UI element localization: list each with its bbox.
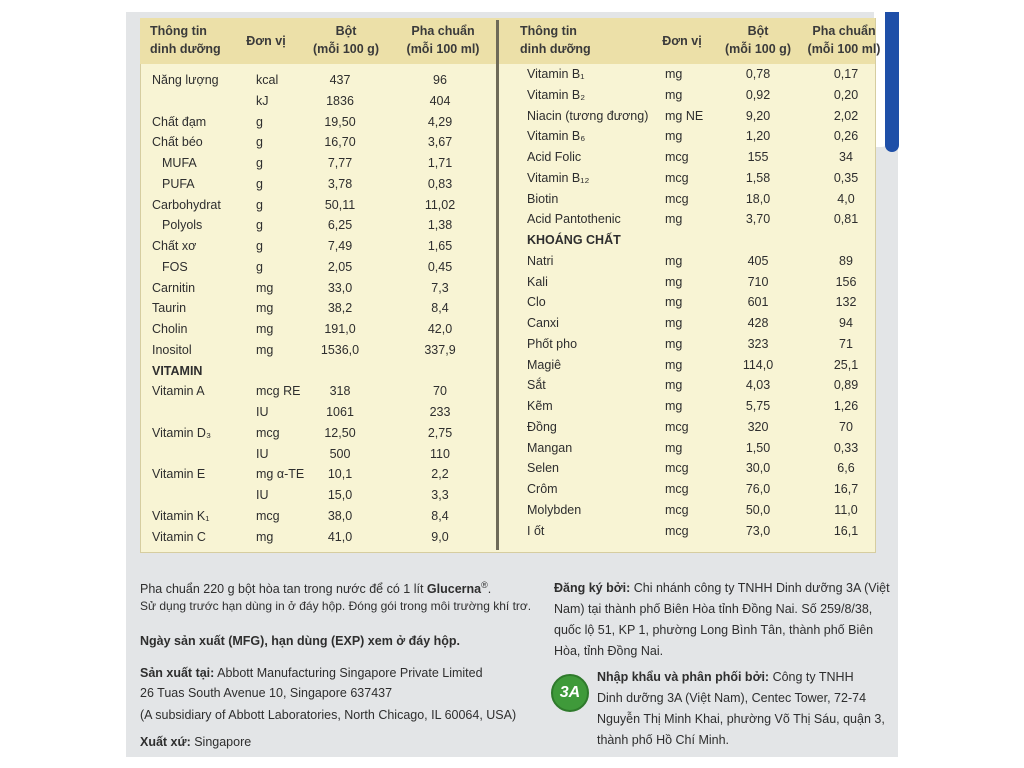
left-row-11-std: 8,4 bbox=[431, 301, 449, 316]
right-row-3-powder: 1,20 bbox=[745, 129, 771, 144]
blue-packaging-stripe bbox=[885, 12, 899, 152]
left-row-4-unit: g bbox=[256, 156, 263, 170]
left-row-3-std: 3,67 bbox=[427, 135, 453, 150]
left-row-5-powder: 3,78 bbox=[327, 176, 353, 191]
left-row-17-unit: mcg bbox=[256, 425, 280, 440]
right-row-10-name: Kali bbox=[527, 274, 548, 289]
left-row-19-std: 2,2 bbox=[431, 467, 449, 482]
left-row-20-std: 3,3 bbox=[431, 488, 449, 502]
left-row-13-std: 337,9 bbox=[424, 342, 456, 357]
left-row-0-name: Năng lượng bbox=[152, 73, 219, 87]
left-row-19-unit: mg α-TE bbox=[256, 467, 305, 482]
right-row-19-name: Selen bbox=[527, 461, 559, 476]
right-row-9-unit: mg bbox=[665, 253, 683, 268]
right-row-11-powder: 601 bbox=[747, 295, 769, 310]
left-row-0-std: 96 bbox=[433, 73, 447, 87]
left-row-15-std: 70 bbox=[433, 384, 447, 399]
right-row-14-std: 25,1 bbox=[833, 357, 859, 372]
left-row-16-std: 233 bbox=[429, 405, 451, 419]
right-row-4-powder: 155 bbox=[747, 150, 769, 164]
right-row-6-powder: 18,0 bbox=[745, 191, 771, 206]
right-row-6-name: Biotin bbox=[527, 191, 559, 206]
header-right-c1: Thông tin dinh dưỡng bbox=[520, 24, 591, 56]
right-row-1-powder: 0,92 bbox=[745, 87, 771, 102]
right-row-4-name: Acid Folic bbox=[527, 150, 582, 164]
left-row-5-std: 0,83 bbox=[427, 176, 453, 191]
header-right-c3: Bột (mỗi 100 g) bbox=[725, 24, 791, 56]
right-row-15-std: 0,89 bbox=[833, 378, 859, 393]
right-row-20-powder: 76,0 bbox=[745, 482, 771, 496]
right-row-6-std: 4,0 bbox=[837, 191, 855, 206]
right-row-16-name: Kẽm bbox=[527, 399, 553, 413]
right-row-0-powder: 0,78 bbox=[745, 67, 771, 81]
importer-line4: thành phố Hồ Chí Minh. bbox=[597, 733, 730, 747]
left-row-10-name: Carnitin bbox=[152, 280, 196, 295]
prep-text: Pha chuẩn 220 g bột hòa tan trong nước để có 1 lít bbox=[140, 582, 427, 597]
right-row-11-std: 132 bbox=[835, 295, 857, 310]
left-row-1-unit: kJ bbox=[256, 93, 269, 108]
left-row-20-powder: 15,0 bbox=[327, 488, 353, 502]
right-row-21-powder: 50,0 bbox=[745, 502, 771, 517]
left-row-8-powder: 7,49 bbox=[327, 239, 353, 253]
right-row-16-std: 1,26 bbox=[833, 399, 859, 413]
left-row-13-name: Inositol bbox=[152, 342, 192, 357]
left-row-21-name: Vitamin K₁ bbox=[152, 508, 210, 523]
right-row-16-powder: 5,75 bbox=[745, 399, 771, 413]
left-row-4-std: 1,71 bbox=[427, 156, 453, 170]
left-row-22-powder: 41,0 bbox=[327, 529, 353, 544]
left-row-21-powder: 38,0 bbox=[327, 508, 353, 523]
left-row-3-powder: 16,70 bbox=[324, 135, 356, 150]
importer-label: Nhập khẩu và phân phối bởi: bbox=[597, 670, 770, 684]
right-row-10-powder: 710 bbox=[747, 274, 769, 289]
left-row-22-unit: mg bbox=[256, 529, 274, 544]
left-row-16-powder: 1061 bbox=[326, 405, 354, 419]
registered-by-label: Đăng ký bởi: bbox=[554, 581, 631, 595]
column-divider bbox=[496, 20, 499, 550]
right-row-12-std: 94 bbox=[839, 316, 853, 330]
right-row-6-unit: mcg bbox=[665, 191, 689, 206]
origin bbox=[140, 733, 251, 751]
left-row-10-std: 7,3 bbox=[431, 280, 449, 295]
left-row-14-name: VITAMIN bbox=[152, 363, 203, 378]
right-row-21-std: 11,0 bbox=[834, 502, 858, 517]
right-row-13-unit: mg bbox=[665, 336, 683, 351]
left-row-0-powder: 437 bbox=[329, 73, 351, 87]
right-row-7-unit: mg bbox=[665, 212, 683, 227]
right-row-1-name: Vitamin B₂ bbox=[527, 87, 586, 102]
right-row-21-name: Molybden bbox=[527, 502, 582, 517]
registered-mark: ® bbox=[481, 580, 488, 590]
right-row-0-std: 0,17 bbox=[833, 67, 859, 81]
left-row-7-std: 1,38 bbox=[427, 218, 453, 233]
origin-value: Singapore bbox=[190, 735, 252, 749]
registered-by bbox=[554, 579, 890, 597]
right-row-12-unit: mg bbox=[665, 316, 683, 330]
right-row-9-powder: 405 bbox=[747, 253, 769, 268]
right-row-13-name: Phốt pho bbox=[527, 336, 578, 351]
right-row-10-std: 156 bbox=[835, 274, 857, 289]
manufacturer-address: 26 Tuas South Avenue 10, Singapore 637437 bbox=[140, 686, 393, 700]
left-row-19-name: Vitamin E bbox=[152, 467, 206, 482]
left-row-12-powder: 191,0 bbox=[324, 322, 356, 336]
right-row-5-name: Vitamin B₁₂ bbox=[527, 170, 590, 185]
left-row-22-std: 9,0 bbox=[431, 529, 449, 544]
right-row-8-name: KHOÁNG CHẤT bbox=[527, 233, 621, 247]
left-row-3-name: Chất béo bbox=[152, 135, 203, 150]
right-row-2-name: Niacin (tương đương) bbox=[527, 108, 649, 123]
right-row-22-unit: mcg bbox=[665, 523, 689, 538]
left-row-12-name: Cholin bbox=[152, 322, 188, 336]
right-row-2-powder: 9,20 bbox=[745, 108, 771, 123]
right-row-14-powder: 114,0 bbox=[742, 357, 774, 372]
right-row-15-unit: mg bbox=[665, 378, 683, 393]
right-row-3-unit: mg bbox=[665, 129, 683, 144]
left-row-9-unit: g bbox=[256, 259, 263, 274]
header-right-c4: Pha chuẩn (mỗi 100 ml) bbox=[807, 24, 881, 56]
left-row-5-unit: g bbox=[256, 176, 263, 191]
right-row-17-name: Đồng bbox=[527, 419, 557, 434]
right-row-20-std: 16,7 bbox=[833, 482, 859, 496]
right-row-11-name: Clo bbox=[527, 295, 546, 310]
left-row-15-name: Vitamin A bbox=[152, 384, 205, 399]
right-row-15-powder: 4,03 bbox=[745, 378, 771, 393]
registered-by-line3: quốc lộ 51, KP 1, phường Long Bình Tân, thành phố Biên bbox=[554, 623, 874, 637]
right-row-19-powder: 30,0 bbox=[745, 461, 771, 476]
right-row-7-powder: 3,70 bbox=[745, 212, 771, 227]
brand-name: Glucerna bbox=[426, 582, 482, 597]
right-row-2-std: 2,02 bbox=[833, 108, 859, 123]
left-row-13-unit: mg bbox=[256, 342, 274, 357]
right-row-18-powder: 1,50 bbox=[745, 440, 771, 455]
right-row-22-std: 16,1 bbox=[833, 523, 859, 538]
left-row-2-powder: 19,50 bbox=[324, 114, 356, 129]
left-row-17-name: Vitamin D₃ bbox=[152, 425, 212, 440]
left-row-4-powder: 7,77 bbox=[327, 156, 353, 170]
header-left-c1: Thông tin dinh dưỡng bbox=[150, 24, 221, 56]
left-row-17-std: 2,75 bbox=[427, 425, 453, 440]
right-row-3-name: Vitamin B₆ bbox=[527, 129, 586, 144]
right-row-9-name: Natri bbox=[527, 253, 554, 268]
importer bbox=[597, 668, 854, 686]
right-row-12-name: Canxi bbox=[527, 316, 559, 330]
right-row-0-name: Vitamin B₁ bbox=[527, 67, 585, 81]
left-row-6-powder: 50,11 bbox=[324, 197, 356, 212]
right-row-19-unit: mcg bbox=[665, 461, 689, 476]
right-row-5-std: 0,35 bbox=[833, 170, 859, 185]
right-row-17-unit: mcg bbox=[665, 419, 689, 434]
importer-line3: Nguyễn Thị Minh Khai, phường Võ Thị Sáu, quận 3, bbox=[597, 712, 885, 726]
importer-line1: Công ty TNHH bbox=[769, 670, 854, 684]
left-row-8-unit: g bbox=[256, 239, 263, 253]
left-row-11-unit: mg bbox=[256, 301, 274, 316]
right-row-19-std: 6,6 bbox=[837, 461, 855, 476]
left-row-12-unit: mg bbox=[256, 322, 274, 336]
right-row-10-unit: mg bbox=[665, 274, 683, 289]
right-row-15-name: Sắt bbox=[527, 378, 546, 393]
left-row-19-powder: 10,1 bbox=[327, 467, 353, 482]
left-row-18-unit: IU bbox=[256, 446, 269, 461]
origin-label: Xuất xứ: bbox=[140, 735, 191, 749]
registered-by-line4: Hòa, tỉnh Đồng Nai. bbox=[554, 644, 664, 658]
usage-note: Sử dụng trước hạn dùng in ở đáy hộp. Đóng gói trong môi trường khí trơ. bbox=[140, 599, 532, 613]
left-row-13-powder: 1536,0 bbox=[320, 342, 360, 357]
left-row-9-name: FOS bbox=[162, 259, 188, 274]
3a-logo-icon: 3A bbox=[551, 674, 589, 712]
right-row-2-unit: mg NE bbox=[665, 108, 704, 123]
prep-instructions: Pha chuẩn 220 g bột hòa tan trong nước để có 1 lít Glucerna®. bbox=[140, 580, 492, 597]
right-row-7-std: 0,81 bbox=[833, 212, 859, 227]
manufacturer-label: Sản xuất tại: bbox=[140, 666, 215, 680]
right-row-4-std: 34 bbox=[839, 150, 853, 164]
left-row-7-name: Polyols bbox=[162, 218, 203, 233]
header-left-c2: Đơn vị bbox=[246, 34, 286, 48]
right-row-16-unit: mg bbox=[665, 399, 683, 413]
right-row-13-std: 71 bbox=[839, 336, 853, 351]
left-row-22-name: Vitamin C bbox=[152, 529, 206, 544]
right-row-20-unit: mcg bbox=[665, 482, 689, 496]
left-row-7-unit: g bbox=[256, 218, 263, 233]
left-row-2-std: 4,29 bbox=[427, 114, 453, 129]
left-row-18-std: 110 bbox=[430, 446, 450, 461]
right-row-0-unit: mg bbox=[665, 67, 683, 81]
left-row-9-powder: 2,05 bbox=[327, 259, 353, 274]
registered-by-line2: Nam) tại thành phố Biên Hòa tỉnh Đồng Nai. Số 259/8/38, bbox=[554, 602, 873, 616]
dates-note: Ngày sản xuất (MFG), hạn dùng (EXP) xem ở đáy hộp. bbox=[140, 634, 461, 648]
left-row-20-unit: IU bbox=[256, 488, 269, 502]
left-row-7-powder: 6,25 bbox=[327, 218, 353, 233]
left-row-0-unit: kcal bbox=[256, 73, 279, 87]
manufacturer-value: Abbott Manufacturing Singapore Private Limited bbox=[214, 666, 483, 680]
right-row-11-unit: mg bbox=[665, 295, 683, 310]
left-row-15-unit: mcg RE bbox=[256, 384, 301, 399]
left-row-9-std: 0,45 bbox=[427, 259, 453, 274]
manufacturer bbox=[140, 664, 483, 682]
left-row-6-name: Carbohydrat bbox=[152, 197, 221, 212]
right-row-5-powder: 1,58 bbox=[745, 170, 771, 185]
left-row-10-unit: mg bbox=[256, 280, 274, 295]
left-row-6-unit: g bbox=[256, 197, 263, 212]
importer-line2: Dinh dưỡng 3A (Việt Nam), Centec Tower, 72-74 bbox=[597, 691, 867, 705]
registered-by-line1: Chi nhánh công ty TNHH Dinh dưỡng 3A (Việt bbox=[630, 581, 890, 595]
left-row-17-powder: 12,50 bbox=[324, 425, 356, 440]
right-row-12-powder: 428 bbox=[747, 316, 769, 330]
left-row-8-std: 1,65 bbox=[427, 239, 453, 253]
left-row-5-name: PUFA bbox=[162, 176, 195, 191]
left-row-2-unit: g bbox=[256, 114, 263, 129]
right-row-18-unit: mg bbox=[665, 440, 683, 455]
right-row-14-name: Magiê bbox=[527, 357, 562, 372]
right-row-1-std: 0,20 bbox=[833, 87, 859, 102]
left-row-11-name: Taurin bbox=[152, 301, 187, 316]
left-row-12-std: 42,0 bbox=[427, 322, 453, 336]
header-right-c2: Đơn vị bbox=[662, 34, 702, 48]
left-row-10-powder: 33,0 bbox=[327, 280, 353, 295]
right-row-7-name: Acid Pantothenic bbox=[527, 212, 621, 227]
left-row-3-unit: g bbox=[256, 135, 263, 150]
left-row-1-std: 404 bbox=[429, 93, 451, 108]
left-row-21-std: 8,4 bbox=[431, 508, 449, 523]
right-row-21-unit: mcg bbox=[665, 502, 689, 517]
left-row-21-unit: mcg bbox=[256, 508, 280, 523]
header-left-c4: Pha chuẩn (mỗi 100 ml) bbox=[406, 24, 480, 56]
left-row-16-unit: IU bbox=[256, 405, 269, 419]
right-row-22-powder: 73,0 bbox=[745, 523, 771, 538]
right-row-9-std: 89 bbox=[839, 253, 853, 268]
left-row-18-powder: 500 bbox=[329, 446, 351, 461]
header-left-c3: Bột (mỗi 100 g) bbox=[313, 24, 379, 56]
left-row-15-powder: 318 bbox=[329, 384, 351, 399]
left-row-8-name: Chất xơ bbox=[152, 239, 197, 253]
right-row-5-unit: mcg bbox=[665, 170, 689, 185]
left-row-1-powder: 1836 bbox=[326, 93, 354, 108]
right-row-20-name: Crôm bbox=[527, 482, 558, 496]
right-row-3-std: 0,26 bbox=[833, 129, 859, 144]
right-row-17-powder: 320 bbox=[747, 419, 769, 434]
left-row-2-name: Chất đạm bbox=[152, 114, 207, 129]
right-row-13-powder: 323 bbox=[747, 336, 769, 351]
right-row-22-name: I ốt bbox=[527, 523, 545, 538]
left-row-4-name: MUFA bbox=[162, 156, 197, 170]
right-row-1-unit: mg bbox=[665, 87, 683, 102]
subsidiary-note: (A subsidiary of Abbott Laboratories, North Chicago, IL 60064, USA) bbox=[140, 708, 517, 722]
right-row-18-name: Mangan bbox=[527, 440, 573, 455]
left-row-11-powder: 38,2 bbox=[327, 301, 353, 316]
right-row-17-std: 70 bbox=[839, 419, 853, 434]
left-row-6-std: 11,02 bbox=[424, 197, 456, 212]
right-row-14-unit: mg bbox=[665, 357, 683, 372]
right-row-4-unit: mcg bbox=[665, 150, 689, 164]
right-row-18-std: 0,33 bbox=[833, 440, 859, 455]
